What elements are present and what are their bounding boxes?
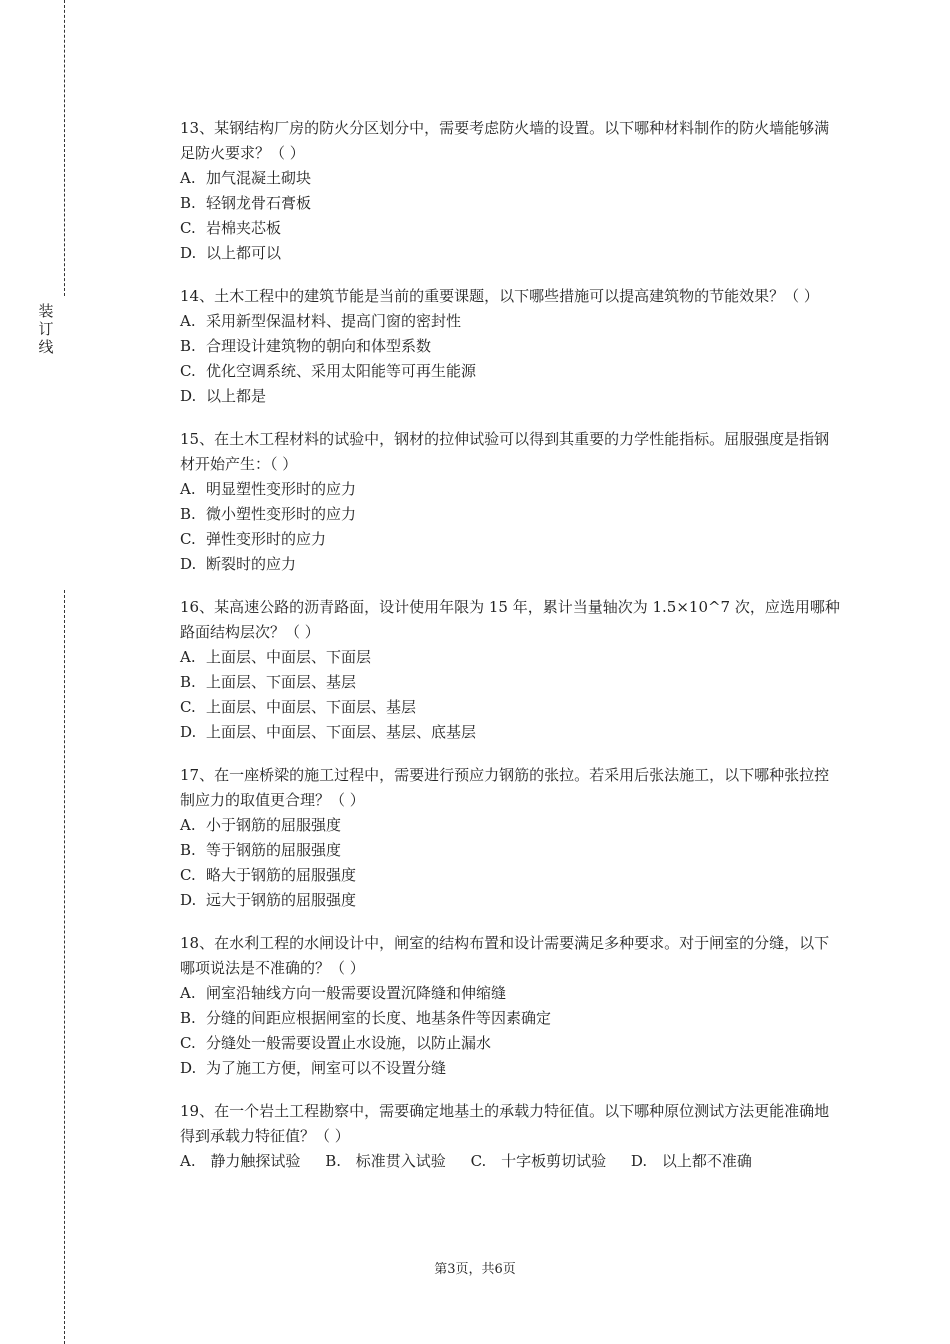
option-b bbox=[180, 502, 840, 527]
option-letter: D. bbox=[180, 555, 197, 573]
option-c bbox=[180, 695, 840, 720]
inline-options bbox=[180, 1149, 840, 1174]
option-d bbox=[180, 1056, 840, 1081]
option-letter: A. bbox=[180, 480, 196, 498]
option-text: 以上都是 bbox=[206, 387, 267, 405]
option-letter: D. bbox=[180, 723, 197, 741]
binding-line-top bbox=[64, 0, 65, 296]
question-17 bbox=[180, 763, 840, 913]
option-letter: A. bbox=[180, 169, 196, 187]
question-19 bbox=[180, 1099, 840, 1174]
option-letter: A. bbox=[180, 312, 196, 330]
option-c bbox=[180, 359, 840, 384]
option-text: 断裂时的应力 bbox=[206, 555, 297, 573]
option-a bbox=[180, 477, 840, 502]
question-list bbox=[180, 116, 840, 1192]
question-stem: 15、在土木工程材料的试验中，钢材的拉伸试验可以得到其重要的力学性能指标。屈服强度是指钢材开始产生：（ ） bbox=[180, 430, 830, 473]
option-a bbox=[180, 981, 840, 1006]
option-a bbox=[180, 813, 840, 838]
option-d bbox=[180, 384, 840, 409]
option-text: 加气混凝土砌块 bbox=[206, 169, 312, 187]
option-a bbox=[180, 645, 840, 670]
option-letter: B. bbox=[180, 337, 196, 355]
option-d bbox=[180, 888, 840, 913]
option-text: 岩棉夹芯板 bbox=[206, 219, 282, 237]
option-letter: B. bbox=[180, 194, 196, 212]
option-b bbox=[180, 334, 840, 359]
option-letter: D. bbox=[630, 1152, 648, 1170]
question-stem: 18、在水利工程的水闸设计中，闸室的结构布置和设计需要满足多种要求。对于闸室的分缝，以下哪项说法是不准确的？（ ） bbox=[180, 934, 830, 977]
option-text: 静力触探试验 bbox=[210, 1152, 301, 1170]
option-letter: B. bbox=[325, 1152, 341, 1170]
option-letter: C. bbox=[180, 362, 196, 380]
option-a bbox=[180, 309, 840, 334]
option-letter: A. bbox=[180, 1152, 196, 1170]
option-letter: C. bbox=[180, 530, 196, 548]
option-letter: C. bbox=[180, 698, 196, 716]
option-letter: B. bbox=[180, 505, 196, 523]
option-text: 以上都可以 bbox=[206, 244, 282, 262]
question-stem: 16、某高速公路的沥青路面，设计使用年限为 15 年，累计当量轴次为 1.5×10^7 次，应选用哪种路面结构层次？（ ） bbox=[180, 598, 840, 641]
binding-char: 订 bbox=[38, 320, 54, 338]
question-stem: 14、土木工程中的建筑节能是当前的重要课题，以下哪些措施可以提高建筑物的节能效果？（ ） bbox=[180, 287, 819, 305]
option-text: 合理设计建筑物的朝向和体型系数 bbox=[206, 337, 432, 355]
option-letter: D. bbox=[180, 891, 197, 909]
option-b bbox=[325, 1152, 456, 1170]
option-text: 标准贯入试验 bbox=[355, 1152, 446, 1170]
option-letter: A. bbox=[180, 648, 196, 666]
option-d bbox=[180, 720, 840, 745]
question-stem: 17、在一座桥梁的施工过程中，需要进行预应力钢筋的张拉。若采用后张法施工，以下哪种张拉控制应力的取值更合理？（ ） bbox=[180, 766, 830, 809]
option-letter: C. bbox=[180, 1034, 196, 1052]
question-14 bbox=[180, 284, 840, 409]
binding-label bbox=[36, 302, 56, 356]
option-c bbox=[180, 216, 840, 241]
option-text: 上面层、中面层、下面层、基层 bbox=[206, 698, 417, 716]
option-text: 闸室沿轴线方向一般需要设置沉降缝和伸缩缝 bbox=[206, 984, 507, 1002]
option-text: 上面层、中面层、下面层 bbox=[206, 648, 372, 666]
question-16 bbox=[180, 595, 840, 745]
option-text: 略大于钢筋的屈服强度 bbox=[206, 866, 357, 884]
option-letter: B. bbox=[180, 841, 196, 859]
option-d bbox=[180, 241, 840, 266]
option-c bbox=[180, 863, 840, 888]
option-text: 优化空调系统、采用太阳能等可再生能源 bbox=[206, 362, 477, 380]
option-letter: A. bbox=[180, 816, 196, 834]
option-a bbox=[180, 166, 840, 191]
option-b bbox=[180, 838, 840, 863]
option-letter: C. bbox=[180, 219, 196, 237]
option-d bbox=[631, 1152, 762, 1170]
option-text: 上面层、中面层、下面层、基层、底基层 bbox=[206, 723, 477, 741]
option-letter: D. bbox=[180, 244, 197, 262]
option-text: 弹性变形时的应力 bbox=[206, 530, 327, 548]
option-letter: C. bbox=[470, 1152, 487, 1170]
question-13 bbox=[180, 116, 840, 266]
option-text: 微小塑性变形时的应力 bbox=[206, 505, 357, 523]
option-text: 远大于钢筋的屈服强度 bbox=[206, 891, 357, 909]
option-text: 十字板剪切试验 bbox=[501, 1152, 607, 1170]
question-15 bbox=[180, 427, 840, 577]
option-c bbox=[471, 1152, 617, 1170]
option-text: 采用新型保温材料、提高门窗的密封性 bbox=[206, 312, 462, 330]
option-text: 分缝处一般需要设置止水设施，以防止漏水 bbox=[206, 1034, 492, 1052]
page-footer: 第3页，共6页 bbox=[434, 1262, 516, 1277]
option-letter: D. bbox=[180, 387, 197, 405]
binding-char: 线 bbox=[38, 338, 54, 356]
option-c bbox=[180, 527, 840, 552]
option-text: 小于钢筋的屈服强度 bbox=[206, 816, 342, 834]
option-letter: B. bbox=[180, 673, 196, 691]
option-text: 等于钢筋的屈服强度 bbox=[206, 841, 342, 859]
option-letter: C. bbox=[180, 866, 196, 884]
option-b bbox=[180, 191, 840, 216]
binding-line-bottom bbox=[64, 590, 65, 1344]
option-b bbox=[180, 1006, 840, 1031]
option-letter: A. bbox=[180, 984, 196, 1002]
option-text: 上面层、下面层、基层 bbox=[206, 673, 357, 691]
option-letter: D. bbox=[180, 1059, 197, 1077]
question-stem: 19、在一个岩土工程勘察中，需要确定地基土的承载力特征值。以下哪种原位测试方法更能准确地得到承载力特征值？（ ） bbox=[180, 1102, 830, 1145]
option-b bbox=[180, 670, 840, 695]
option-text: 以上都不准确 bbox=[661, 1152, 752, 1170]
option-letter: B. bbox=[180, 1009, 196, 1027]
question-stem: 13、某钢结构厂房的防火分区划分中，需要考虑防火墙的设置。以下哪种材料制作的防火墙能够满足防火要求？（ ） bbox=[180, 119, 830, 162]
question-18 bbox=[180, 931, 840, 1081]
option-text: 轻钢龙骨石膏板 bbox=[206, 194, 312, 212]
option-text: 分缝的间距应根据闸室的长度、地基条件等因素确定 bbox=[206, 1009, 552, 1027]
option-text: 明显塑性变形时的应力 bbox=[206, 480, 357, 498]
option-d bbox=[180, 552, 840, 577]
binding-char: 装 bbox=[38, 302, 54, 320]
option-text: 为了施工方便，闸室可以不设置分缝 bbox=[206, 1059, 447, 1077]
option-c bbox=[180, 1031, 840, 1056]
option-a bbox=[180, 1152, 310, 1170]
